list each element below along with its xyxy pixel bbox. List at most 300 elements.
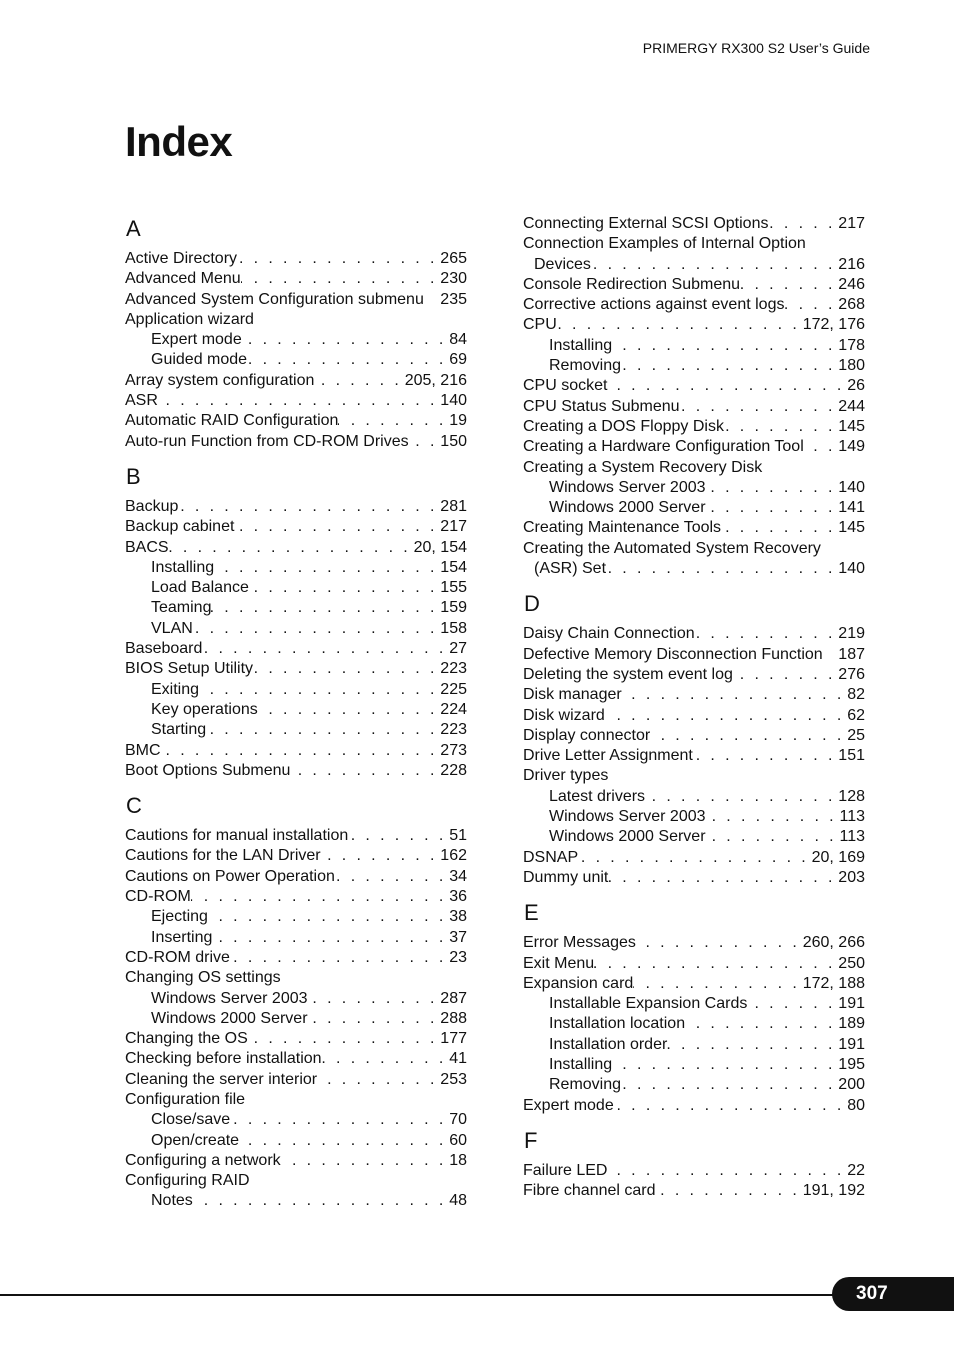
entry-pages: 217 (838, 215, 865, 232)
entry-pages: 189 (838, 1015, 865, 1033)
entry-pages: 228 (440, 761, 467, 779)
index-entry (523, 706, 865, 726)
dot-leader (645, 787, 838, 807)
entry-pages: 154 (440, 558, 467, 576)
entry-pages: 177 (440, 1030, 467, 1048)
dot-leader (308, 989, 441, 1009)
entry-term: Application wizard (125, 310, 254, 328)
dot-leader (557, 315, 803, 335)
entry-term: CPU (523, 316, 557, 334)
entry-term: ASR (125, 392, 158, 410)
entry-term: Cautions on Power Operation (125, 867, 335, 885)
dot-leader (211, 598, 440, 618)
index-entry (523, 624, 865, 644)
entry-term: Expert mode (523, 1096, 614, 1114)
entry-pages: 60 (449, 1131, 467, 1149)
dot-leader (667, 1035, 838, 1055)
entry-pages: 268 (838, 296, 865, 314)
dot-leader (733, 665, 838, 685)
entry-pages: 113 (839, 808, 865, 826)
index-subentry (125, 720, 467, 740)
dot-leader (206, 720, 440, 740)
index-entry (125, 517, 467, 537)
dot-leader (208, 907, 449, 927)
entry-pages: 20, 169 (811, 848, 865, 866)
entry-pages: 191 (838, 995, 865, 1013)
dot-leader (591, 255, 838, 275)
dot-leader (706, 827, 840, 847)
page-number: 307 (856, 1283, 888, 1304)
index-subentry (523, 807, 865, 827)
entry-term: Windows 2000 Server (549, 499, 706, 517)
index-entry (523, 766, 865, 786)
index-section (523, 900, 865, 1116)
dot-leader (308, 1009, 441, 1029)
entry-pages: 172, 188 (802, 974, 865, 992)
entry-term: Notes (151, 1192, 193, 1210)
entry-term: Failure LED (523, 1161, 608, 1179)
dot-leader (290, 761, 440, 781)
dot-leader (768, 214, 838, 234)
dot-leader (656, 1181, 803, 1201)
dot-leader (193, 619, 441, 639)
entry-pages: 149 (838, 438, 865, 456)
entry-term: Removing (549, 1076, 622, 1094)
index-entry (523, 437, 865, 457)
entry-pages: 246 (838, 275, 865, 293)
entry-term: VLAN (151, 619, 193, 637)
entry-pages: 25 (847, 726, 865, 744)
entry-pages: 281 (440, 497, 467, 515)
entry-pages: 178 (838, 336, 865, 354)
index-subentry (125, 928, 467, 948)
entry-pages: 216 (838, 255, 865, 273)
dot-leader (212, 928, 449, 948)
entry-pages: 37 (449, 928, 467, 946)
dot-leader (695, 624, 839, 644)
index-subentry (523, 478, 865, 498)
index-subentry (125, 989, 467, 1009)
entry-pages: 62 (847, 706, 865, 724)
entry-pages: 191, 192 (802, 1182, 865, 1200)
index-subentry (125, 700, 467, 720)
index-subentry (125, 680, 467, 700)
index-subentry (523, 787, 865, 807)
entry-term: Inserting (151, 928, 213, 946)
index-entry (125, 391, 467, 411)
dot-leader (747, 994, 838, 1014)
entry-pages: 82 (847, 686, 865, 704)
index-subentry (523, 827, 865, 847)
entry-pages: 151 (838, 747, 865, 765)
index-section (125, 464, 467, 781)
entry-pages: 41 (449, 1050, 467, 1068)
index-section (523, 214, 865, 579)
entry-term: Guided mode (151, 351, 248, 369)
entry-pages: 225 (440, 680, 467, 698)
entry-term: Starting (151, 721, 207, 739)
dot-leader (249, 578, 440, 598)
entry-term: Teaming (151, 599, 212, 617)
entry-pages: 140 (838, 560, 865, 578)
index-entry (523, 1181, 865, 1201)
index-subentry (523, 994, 865, 1014)
dot-leader (241, 269, 441, 289)
entry-term: Array system configuration (125, 371, 315, 389)
index-section (523, 1128, 865, 1202)
dot-leader (578, 848, 811, 868)
index-entry (523, 685, 865, 705)
dot-leader (608, 868, 838, 888)
footer-rule (0, 1294, 860, 1296)
entry-term: Exiting (151, 680, 200, 698)
entry-term: Creating a System Recovery Disk (523, 458, 763, 476)
entry-pages: 260, 266 (802, 934, 865, 952)
dot-leader (612, 336, 838, 356)
entry-term: Boot Options Submenu (125, 761, 291, 779)
index-entry (125, 290, 467, 310)
index-subentry (125, 1191, 467, 1211)
entry-term: Cleaning the server interior (125, 1070, 318, 1088)
entry-pages: 162 (440, 847, 467, 865)
dot-leader (239, 1131, 449, 1151)
entry-term: Defective Memory Disconnection Function (523, 645, 823, 663)
entry-term: Installation order (549, 1035, 668, 1053)
entry-term: Drive Letter Assignment (523, 747, 693, 765)
dot-leader (724, 417, 838, 437)
index-entry (125, 639, 467, 659)
entry-pages: 244 (838, 397, 865, 415)
index-section (523, 591, 865, 888)
entry-term: Advanced System Configuration submenu (125, 290, 424, 308)
entry-term: Windows 2000 Server (549, 828, 706, 846)
entry-pages: 27 (449, 640, 467, 658)
entry-pages: 20, 154 (413, 538, 467, 556)
entry-pages: 140 (838, 478, 865, 496)
dot-leader (321, 846, 441, 866)
index-entry (523, 214, 865, 234)
entry-term: Active Directory (125, 250, 238, 267)
dot-leader (338, 411, 449, 431)
dot-leader (621, 1075, 838, 1095)
dot-leader (594, 954, 838, 974)
entry-term: Deleting the system event log (523, 665, 733, 683)
entry-pages: 288 (440, 1009, 467, 1027)
dot-leader (214, 558, 440, 578)
entry-pages: 34 (449, 867, 467, 885)
index-entry (125, 497, 467, 517)
index-subentry (125, 1009, 467, 1029)
entry-term: Latest drivers (549, 787, 646, 805)
index-entry (125, 1049, 467, 1069)
index-subentry (523, 336, 865, 356)
entry-term: Close/save (151, 1111, 231, 1129)
index-entry (125, 432, 467, 452)
entry-term: Creating Maintenance Tools (523, 519, 722, 537)
entry-pages: 145 (838, 417, 865, 435)
entry-term: Driver types (523, 767, 609, 785)
index-section (125, 793, 467, 1212)
index-entry (523, 746, 865, 766)
index-entry (125, 1151, 467, 1171)
dot-leader (199, 680, 440, 700)
entry-term: Dummy unit (523, 868, 609, 886)
entry-term: Baseboard (125, 640, 203, 658)
section-letter: D (524, 591, 540, 617)
entry-term: Installation location (549, 1015, 686, 1033)
entry-term: Installable Expansion Cards (549, 995, 748, 1013)
entry-term: Ejecting (151, 908, 208, 926)
dot-leader (706, 498, 839, 518)
entry-pages: 141 (838, 499, 865, 517)
dot-leader (607, 376, 847, 396)
entry-term: Expansion card (523, 974, 634, 992)
entry-term: Installing (549, 336, 613, 354)
entry-term: Disk wizard (523, 706, 605, 724)
index-subentry (125, 907, 467, 927)
index-column-right (523, 214, 865, 1213)
entry-pages: 84 (449, 331, 467, 349)
entry-pages: 265 (440, 250, 467, 267)
dot-leader (784, 295, 838, 315)
entry-term: Changing OS settings (125, 969, 281, 987)
entry-term: Fibre channel card (523, 1182, 656, 1200)
dot-leader (234, 517, 440, 537)
index-subentry (125, 330, 467, 350)
dot-leader (606, 559, 838, 579)
entry-term: (ASR) Set (534, 560, 607, 578)
index-subentry (125, 598, 467, 618)
entry-pages: 172, 176 (802, 316, 865, 334)
entry-pages: 69 (449, 351, 467, 369)
entry-term: Automatic RAID Configuration (125, 412, 339, 430)
entry-pages: 23 (449, 948, 467, 966)
dot-leader (193, 1191, 449, 1211)
entry-term: Exit Menu (523, 954, 595, 972)
index-entry (125, 411, 467, 431)
dot-leader (335, 867, 449, 887)
index-section (125, 216, 467, 452)
dot-leader (230, 1110, 449, 1130)
dot-leader (248, 1029, 441, 1049)
index-subentry (523, 1075, 865, 1095)
index-entry (523, 315, 865, 335)
index-subentry (523, 356, 865, 376)
entry-pages: 145 (838, 519, 865, 537)
entry-term: Daisy Chain Connection (523, 625, 695, 643)
dot-leader (607, 1161, 847, 1181)
entry-pages: 113 (839, 828, 865, 846)
entry-term: Windows 2000 Server (151, 1009, 308, 1027)
index-subentry (523, 1035, 865, 1055)
dot-leader (247, 350, 449, 370)
dot-leader (804, 437, 839, 457)
entry-pages: 250 (838, 954, 865, 972)
entry-pages: 80 (847, 1096, 865, 1114)
dot-leader (161, 741, 441, 761)
entry-term: Devices (534, 255, 591, 273)
running-header: PRIMERGY RX300 S2 User’s Guide (642, 40, 870, 56)
dot-leader (191, 887, 449, 907)
index-entry (125, 371, 467, 391)
index-entry (523, 417, 865, 437)
entry-term: CPU socket (523, 377, 608, 395)
index-entry (523, 559, 865, 579)
entry-term: Backup (125, 497, 179, 515)
dot-leader (348, 826, 449, 846)
entry-term: CD-ROM (125, 888, 191, 906)
entry-pages: 38 (449, 908, 467, 926)
entry-pages: 187 (838, 645, 865, 663)
dot-leader (633, 974, 802, 994)
index-entry (125, 887, 467, 907)
entry-pages: 140 (440, 392, 467, 410)
dot-leader (322, 1049, 450, 1069)
index-entry (125, 826, 467, 846)
entry-pages: 230 (440, 270, 467, 288)
dot-leader (178, 497, 440, 517)
index-entry (125, 1070, 467, 1090)
dot-leader (614, 1096, 847, 1116)
entry-pages: 253 (440, 1070, 467, 1088)
index-column-left (125, 214, 467, 1224)
index-entry (523, 295, 865, 315)
entry-pages: 18 (449, 1151, 467, 1169)
dot-leader (605, 706, 847, 726)
entry-term: BMC (125, 741, 161, 759)
entry-term: Backup cabinet (125, 518, 235, 536)
entry-term: Creating a Hardware Configuration Tool (523, 438, 804, 456)
entry-term: BACS (125, 538, 169, 556)
entry-pages: 128 (838, 787, 865, 805)
dot-leader (230, 948, 449, 968)
dot-leader (242, 330, 449, 350)
index-entry (125, 310, 467, 330)
dot-leader (740, 275, 838, 295)
index-entry (125, 761, 467, 781)
index-entry (523, 665, 865, 685)
index-entry (523, 1161, 865, 1181)
entry-term: BIOS Setup Utility (125, 660, 254, 678)
index-subentry (125, 1110, 467, 1130)
entry-term: Changing the OS (125, 1030, 248, 1048)
entry-pages: 155 (440, 579, 467, 597)
index-entry (523, 518, 865, 538)
entry-term: Load Balance (151, 579, 249, 597)
entry-term: Removing (549, 357, 622, 375)
dot-leader (169, 538, 414, 558)
entry-pages: 235 (440, 290, 467, 308)
entry-term: Corrective actions against event logs (523, 296, 785, 314)
dot-leader (693, 746, 838, 766)
entry-term: Expert mode (151, 331, 242, 349)
entry-pages: 287 (440, 989, 467, 1007)
entry-term: Creating a DOS Floppy Disk (523, 417, 724, 435)
entry-pages: 203 (838, 868, 865, 886)
entry-pages: 205, 216 (404, 371, 467, 389)
entry-term: DSNAP (523, 848, 579, 866)
index-entry (523, 868, 865, 888)
dot-leader (680, 397, 839, 417)
index-subentry (125, 1131, 467, 1151)
dot-leader (202, 639, 449, 659)
dot-leader (314, 371, 404, 391)
dot-leader (281, 1151, 450, 1171)
dot-leader (253, 659, 440, 679)
entry-term: Disk manager (523, 686, 622, 704)
entry-term: Checking before installation (125, 1050, 322, 1068)
entry-term: Windows Server 2003 (151, 989, 308, 1007)
index-entry (523, 458, 865, 478)
entry-term: Cautions for manual installation (125, 827, 349, 845)
entry-term: Creating the Automated System Recovery (523, 539, 821, 557)
dot-leader (258, 700, 441, 720)
entry-term: Console Redirection Submenu (523, 275, 741, 293)
dot-leader (685, 1014, 838, 1034)
entry-pages: 180 (838, 357, 865, 375)
index-entry (125, 1029, 467, 1049)
entry-pages: 26 (847, 377, 865, 395)
entry-term: Installing (151, 558, 215, 576)
index-entry (125, 968, 467, 988)
dot-leader (158, 391, 440, 411)
index-entry (125, 249, 467, 269)
index-entry (125, 1171, 467, 1191)
entry-term: CD-ROM drive (125, 948, 230, 966)
index-subentry (125, 558, 467, 578)
page-title: Index (125, 118, 233, 165)
dot-leader (622, 685, 848, 705)
index-entry (523, 848, 865, 868)
index-subentry (125, 619, 467, 639)
entry-term: Key operations (151, 700, 258, 718)
index-entry (523, 726, 865, 746)
entry-pages: 158 (440, 619, 467, 637)
dot-leader (612, 1055, 838, 1075)
index-entry (125, 741, 467, 761)
dot-leader (621, 356, 838, 376)
index-entry (523, 234, 865, 254)
entry-term: Configuring a network (125, 1151, 281, 1169)
index-subentry (523, 498, 865, 518)
section-letter: A (126, 216, 141, 241)
entry-pages: 191 (838, 1035, 865, 1053)
index-entry (523, 376, 865, 396)
index-entry (125, 1090, 467, 1110)
entry-term: Configuring RAID (125, 1172, 250, 1190)
index-entry (125, 846, 467, 866)
entry-pages: 70 (449, 1111, 467, 1129)
page-number-badge (832, 1277, 954, 1311)
entry-term: Connecting External SCSI Options (523, 215, 769, 232)
entry-pages: 195 (838, 1055, 865, 1073)
entry-term: Error Messages (523, 934, 636, 952)
index-entry (523, 974, 865, 994)
entry-pages: 219 (838, 625, 865, 643)
entry-pages: 36 (449, 888, 467, 906)
index-subentry (125, 578, 467, 598)
entry-term: Open/create (151, 1131, 240, 1149)
entry-term: Windows Server 2003 (549, 808, 706, 826)
dot-leader (636, 933, 803, 953)
entry-pages: 51 (449, 827, 467, 845)
dot-leader (237, 249, 440, 269)
entry-term: Configuration file (125, 1090, 246, 1108)
index-subentry (523, 1014, 865, 1034)
section-letter: C (126, 793, 142, 819)
index-entry (523, 1096, 865, 1116)
dot-leader (706, 478, 839, 498)
